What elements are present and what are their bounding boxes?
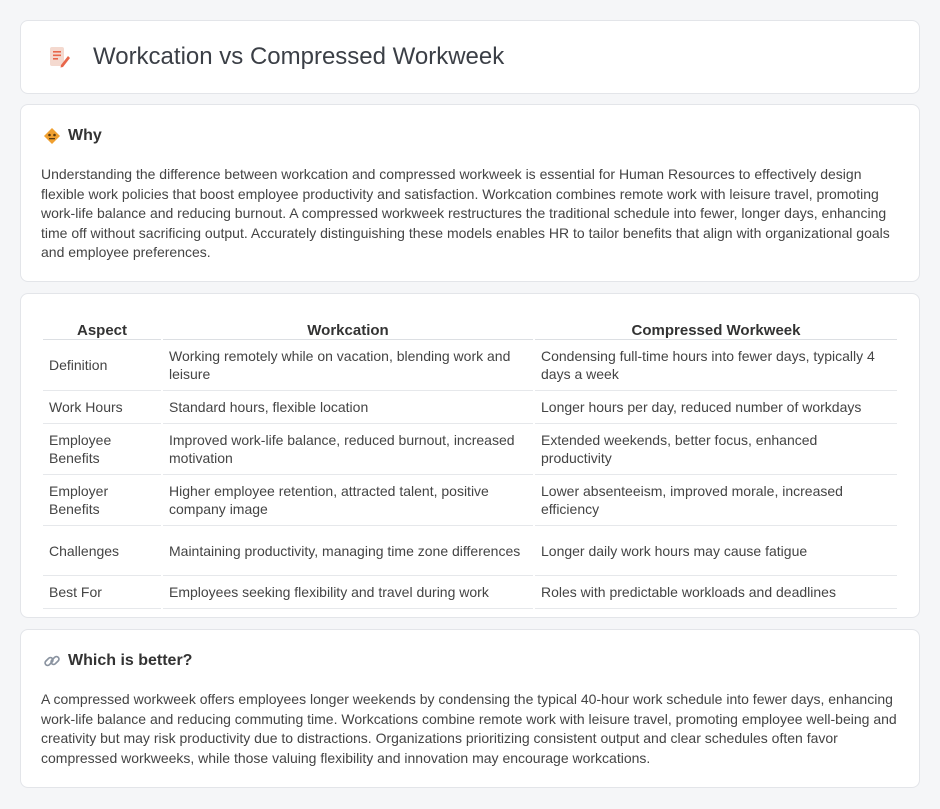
better-heading: Which is better?	[68, 652, 193, 669]
row-compressed: Lower absenteeism, improved morale, increased efficiency	[535, 475, 897, 526]
header-compressed-workweek: Compressed Workweek	[535, 314, 897, 340]
why-heading: Why	[68, 127, 102, 144]
table-row	[43, 391, 897, 424]
table-row	[43, 475, 897, 526]
row-compressed: Roles with predictable workloads and deadlines	[535, 576, 897, 609]
row-compressed: Longer daily work hours may cause fatigue	[535, 526, 897, 576]
why-heading-row	[43, 127, 102, 145]
row-workcation: Higher employee retention, attracted talent, positive company image	[163, 475, 533, 526]
table-row	[43, 340, 897, 391]
better-text: A compressed workweek offers employees longer weekends by condensing the typical 40-hour work schedule into fewer days, enhancing work-life balance and reducing commuting time. Workcations combine remote work with leisure travel, promoting employee well-being and creativity but may risk productivity due to distractions. Organizations prioritizing consistent output and clear schedules often favor compressed workweeks, while those valuing flexibility and innovation may encourage workcations.	[41, 691, 897, 766]
row-compressed: Condensing full-time hours into fewer days, typically 4 days a week	[535, 340, 897, 391]
row-aspect: Employee Benefits	[43, 424, 161, 475]
which-is-better-card	[20, 629, 920, 788]
table-header-row	[43, 314, 897, 340]
row-aspect: Best For	[43, 576, 161, 609]
table-row	[43, 526, 897, 576]
header-aspect: Aspect	[43, 314, 161, 340]
row-aspect: Definition	[43, 340, 161, 391]
comparison-card	[20, 293, 920, 618]
page-title: Workcation vs Compressed Workweek	[93, 43, 505, 70]
row-compressed: Longer hours per day, reduced number of workdays	[535, 391, 897, 424]
row-aspect: Challenges	[43, 526, 161, 576]
comparison-table	[41, 314, 899, 609]
row-aspect: Employer Benefits	[43, 475, 161, 526]
better-heading-row	[43, 652, 192, 670]
row-workcation: Employees seeking flexibility and travel during work	[163, 576, 533, 609]
link-icon	[43, 652, 61, 670]
row-workcation: Standard hours, flexible location	[163, 391, 533, 424]
row-aspect: Work Hours	[43, 391, 161, 424]
table-row	[43, 424, 897, 475]
table-row	[43, 576, 897, 609]
row-workcation: Improved work-life balance, reduced burnout, increased motivation	[163, 424, 533, 475]
row-workcation: Maintaining productivity, managing time zone differences	[163, 526, 533, 576]
row-compressed: Extended weekends, better focus, enhanced productivity	[535, 424, 897, 475]
diamond-warning-icon	[43, 127, 61, 145]
document-pencil-icon	[47, 45, 71, 69]
header-workcation: Workcation	[163, 314, 533, 340]
row-workcation: Working remotely while on vacation, blending work and leisure	[163, 340, 533, 391]
header-card	[20, 20, 920, 94]
why-card	[20, 104, 920, 282]
why-text: Understanding the difference between workcation and compressed workweek is essential for Human Resources to effectively design flexible work policies that boost employee productivity and satisfaction. Workcation combines remote work with leisure travel, promoting work-life balance and reducing burnout. A compressed workweek restructures the traditional schedule into fewer, longer days, enhancing time off without sacrificing output. Accurately distinguishing these models enables HR to tailor benefits that align with organizational goals and employee preferences.	[41, 166, 890, 260]
